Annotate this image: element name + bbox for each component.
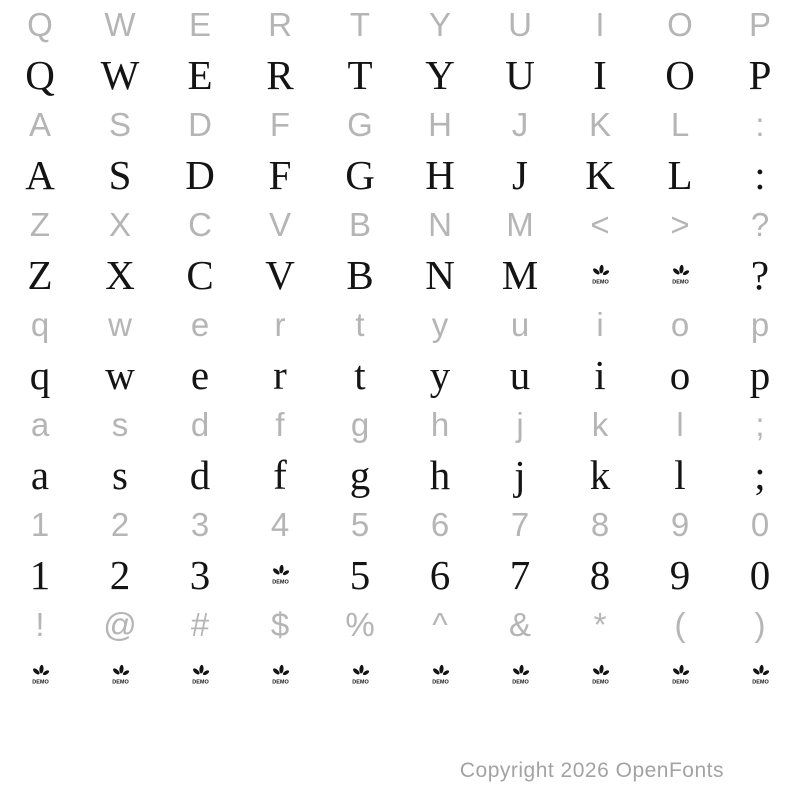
glyph-cell: A [25,152,55,198]
glyph-cell: * [593,606,607,643]
glyph-cell: 0 [750,506,770,543]
glyph-cell: U [508,6,532,43]
glyph-cell: C [188,206,212,243]
sprig-ornament-icon [750,664,771,686]
glyph-cell: & [508,606,531,643]
glyph-row [0,450,800,500]
glyph-cell: E [187,52,213,98]
glyph-cell: g [349,452,371,498]
glyph-cell: i [594,352,606,398]
glyph-row [0,600,800,650]
glyph-cell: ; [754,452,766,498]
glyph-cell: K [585,152,615,198]
glyph-cell: > [670,206,690,243]
svg-text:DEMO: DEMO [271,679,289,686]
demo-placeholder-glyph [240,550,320,600]
glyph-cell: y [431,306,449,343]
glyph-cell: 6 [430,506,450,543]
glyph-cell: X [108,206,131,243]
glyph-cell: t [355,306,365,343]
demo-placeholder-glyph [0,650,80,700]
glyph-cell: M [506,206,534,243]
glyph-cell: f [275,406,285,443]
glyph-cell: ) [754,606,766,643]
glyph-cell: q [30,306,50,343]
glyph-cell: 2 [110,506,130,543]
glyph-cell: ( [674,606,686,643]
glyph-cell: f [273,452,287,498]
glyph-cell: W [104,6,136,43]
demo-placeholder-glyph [80,650,160,700]
sprig-ornament-icon [270,664,291,686]
glyph-cell: < [590,206,610,243]
glyph-cell: Y [425,52,455,98]
svg-text:DEMO: DEMO [111,679,129,686]
glyph-row [0,200,800,250]
glyph-cell: 8 [589,552,611,598]
glyph-cell: S [108,152,132,198]
demo-placeholder-glyph [640,650,720,700]
glyph-cell: @ [103,606,137,643]
glyph-cell: u [509,352,531,398]
glyph-cell: J [512,152,528,198]
glyph-row [0,100,800,150]
glyph-cell: F [269,106,291,143]
glyph-cell: y [429,352,451,398]
sprig-ornament-icon [670,664,691,686]
glyph-cell: w [105,352,135,398]
glyph-cell: R [268,6,292,43]
glyph-cell: d [190,406,210,443]
glyph-cell: 9 [669,552,691,598]
svg-text:DEMO: DEMO [511,679,529,686]
glyph-cell: N [425,252,455,298]
glyph-cell: e [190,352,210,398]
svg-text:DEMO: DEMO [671,279,689,286]
glyph-cell: g [350,406,370,443]
svg-text:DEMO: DEMO [671,679,689,686]
glyph-cell: E [188,6,211,43]
glyph-cell: R [266,52,294,98]
demo-placeholder-glyph [560,650,640,700]
glyph-cell: I [593,52,607,98]
glyph-cell: k [591,406,609,443]
glyph-cell: V [268,206,291,243]
svg-text:DEMO: DEMO [591,279,609,286]
glyph-cell: j [516,406,524,443]
glyph-cell: k [589,452,611,498]
sprig-ornament-icon [270,564,291,586]
demo-placeholder-glyph [400,650,480,700]
svg-text:DEMO: DEMO [751,679,769,686]
glyph-cell: q [29,352,51,398]
glyph-cell: 6 [429,552,451,598]
glyph-cell: 3 [190,506,210,543]
glyph-cell: L [670,106,690,143]
glyph-cell: u [510,306,530,343]
glyph-cell: h [429,452,451,498]
glyph-cell: # [190,606,210,643]
glyph-cell: ? [750,206,770,243]
glyph-cell: H [428,106,452,143]
glyph-cell: ; [755,406,765,443]
glyph-cell: 1 [29,552,51,598]
glyph-cell: 5 [350,506,370,543]
demo-placeholder-glyph [560,250,640,300]
svg-text:DEMO: DEMO [351,679,369,686]
sprig-ornament-icon [670,264,691,286]
demo-placeholder-glyph [240,650,320,700]
glyph-cell: U [505,52,535,98]
glyph-cell: l [674,452,686,498]
glyph-cell: O [667,6,693,43]
glyph-cell: l [676,406,684,443]
demo-placeholder-glyph [720,650,800,700]
glyph-cell: 1 [30,506,50,543]
svg-text:DEMO: DEMO [31,679,49,686]
glyph-cell: M [501,252,539,298]
svg-text:DEMO: DEMO [591,679,609,686]
svg-text:DEMO: DEMO [191,679,209,686]
glyph-cell: 7 [509,552,531,598]
glyph-cell: 5 [349,552,371,598]
glyph-cell: T [347,52,373,98]
svg-text:DEMO: DEMO [271,579,289,586]
glyph-cell: r [274,306,286,343]
glyph-cell: A [28,106,51,143]
glyph-cell: B [346,252,374,298]
copyright-notice: Copyright 2026 OpenFonts [459,759,724,782]
demo-placeholder-glyph [640,250,720,300]
sprig-ornament-icon [190,664,211,686]
glyph-row [0,350,800,400]
glyph-cell: r [273,352,287,398]
svg-text:DEMO: DEMO [431,679,449,686]
glyph-row [0,250,800,300]
glyph-cell: e [190,306,210,343]
glyph-cell: o [669,352,691,398]
glyph-cell: I [595,6,605,43]
sprig-ornament-icon [110,664,131,686]
glyph-cell: a [30,406,50,443]
glyph-cell: Q [25,52,55,98]
glyph-row [0,0,800,50]
glyph-cell: p [749,352,771,398]
glyph-cell: G [345,152,375,198]
glyph-cell: Z [27,252,53,298]
glyph-cell: h [430,406,450,443]
glyph-row [0,50,800,100]
glyph-cell: G [347,106,373,143]
glyph-cell: ^ [432,606,448,643]
glyph-cell: N [428,206,452,243]
glyph-cell: a [30,452,50,498]
sprig-ornament-icon [590,264,611,286]
glyph-cell: K [588,106,611,143]
glyph-cell: ? [750,252,770,298]
glyph-cell: O [665,52,695,98]
demo-placeholder-glyph [320,650,400,700]
glyph-cell: H [425,152,455,198]
sprig-ornament-icon [30,664,51,686]
glyph-row [0,650,800,700]
sprig-ornament-icon [430,664,451,686]
glyph-cell: % [345,606,375,643]
glyph-cell: B [348,206,371,243]
glyph-row [0,150,800,200]
glyph-cell: s [112,452,128,498]
sprig-ornament-icon [510,664,531,686]
glyph-cell: D [185,152,215,198]
glyph-cell: Z [29,206,51,243]
glyph-cell: ! [35,606,45,643]
glyph-cell: X [105,252,135,298]
glyph-cell: Y [428,6,451,43]
sprig-ornament-icon [590,664,611,686]
glyph-cell: t [354,352,366,398]
glyph-cell: : [754,152,766,198]
glyph-cell: T [349,6,371,43]
glyph-cell: P [748,52,772,98]
glyph-cell: P [748,6,771,43]
demo-placeholder-glyph [160,650,240,700]
glyph-row [0,500,800,550]
demo-placeholder-glyph [480,650,560,700]
glyph-cell: 4 [270,506,290,543]
glyph-cell: 8 [590,506,610,543]
glyph-cell: p [750,306,770,343]
glyph-cell: F [268,152,292,198]
glyph-cell: 7 [510,506,530,543]
glyph-cell: D [188,106,212,143]
glyph-cell: W [100,52,140,98]
glyph-cell: C [186,252,214,298]
glyph-cell: 9 [670,506,690,543]
glyph-cell: o [670,306,690,343]
glyph-row [0,400,800,450]
glyph-cell: S [108,106,131,143]
glyph-cell: : [755,106,765,143]
glyph-row [0,300,800,350]
glyph-cell: Q [27,6,53,43]
glyph-cell: d [189,452,211,498]
glyph-cell: $ [270,606,290,643]
glyph-cell: j [514,452,526,498]
glyph-cell: J [511,106,529,143]
sprig-ornament-icon [350,664,371,686]
glyph-cell: L [667,152,693,198]
glyph-cell: 2 [109,552,131,598]
glyph-cell: w [108,306,132,343]
glyph-cell: 0 [749,552,771,598]
glyph-cell: s [111,406,129,443]
glyph-cell: V [265,252,295,298]
glyph-cell: 3 [189,552,211,598]
glyph-row [0,550,800,600]
glyph-cell: i [596,306,604,343]
